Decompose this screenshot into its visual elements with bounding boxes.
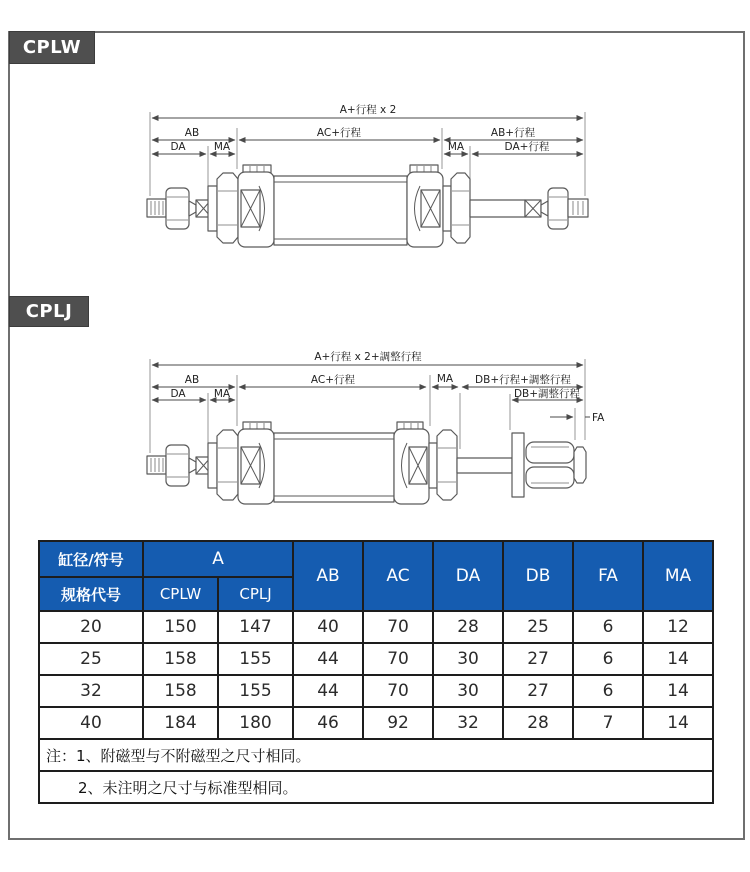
cplj-dim-db-adj: DB+調整行程	[513, 388, 581, 400]
cplw-dim-ma-left: MA	[213, 141, 231, 153]
header-col-db: DB	[503, 541, 573, 611]
header-col-ac: AC	[363, 541, 433, 611]
cell-da: 30	[433, 675, 503, 707]
cplw-dim-ab-stroke: AB+行程	[490, 127, 536, 139]
cplw-dim-da: DA	[170, 141, 186, 153]
header-a-group: A	[143, 541, 293, 577]
cell-ma: 12	[643, 611, 713, 643]
cell-fa: 7	[573, 707, 643, 739]
cell-db: 28	[503, 707, 573, 739]
cell-ma: 14	[643, 643, 713, 675]
cell-bore: 25	[39, 643, 143, 675]
cplj-dim-ma-mid: MA	[436, 373, 454, 385]
cell-a-cplj: 155	[218, 643, 293, 675]
cell-ac: 92	[363, 707, 433, 739]
header-spec-code: 规格代号	[39, 577, 143, 611]
cell-da: 32	[433, 707, 503, 739]
section-tag-cplj-label: CPLJ	[25, 301, 73, 322]
cell-ma: 14	[643, 675, 713, 707]
cplw-dim-ab: AB	[184, 127, 200, 139]
table-note-2: 2、未注明之尺寸与标准型相同。	[39, 771, 713, 803]
cell-a-cplw: 158	[143, 675, 218, 707]
header-col-da: DA	[433, 541, 503, 611]
cell-bore: 40	[39, 707, 143, 739]
cell-da: 30	[433, 643, 503, 675]
header-sub-cplj: CPLJ	[218, 577, 293, 611]
cell-a-cplj: 180	[218, 707, 293, 739]
cell-db: 27	[503, 675, 573, 707]
cplj-dim-db-full: DB+行程+調整行程	[475, 374, 571, 386]
cell-ab: 46	[293, 707, 363, 739]
cell-ac: 70	[363, 643, 433, 675]
cell-bore: 32	[39, 675, 143, 707]
cell-ac: 70	[363, 611, 433, 643]
cplw-dim-ac: AC+行程	[316, 127, 362, 139]
cell-a-cplw: 184	[143, 707, 218, 739]
cell-bore: 20	[39, 611, 143, 643]
cell-db: 27	[503, 643, 573, 675]
cell-a-cplw: 150	[143, 611, 218, 643]
cell-fa: 6	[573, 643, 643, 675]
table-row	[39, 643, 713, 675]
cell-ma: 14	[643, 707, 713, 739]
cplj-dim-ac: AC+行程	[310, 374, 356, 386]
table-row	[39, 675, 713, 707]
note-row-2	[39, 771, 713, 803]
cell-ab: 44	[293, 675, 363, 707]
cell-ac: 70	[363, 675, 433, 707]
header-col-ma: MA	[643, 541, 713, 611]
cell-da: 28	[433, 611, 503, 643]
header-bore-symbol: 缸径/符号	[39, 541, 143, 577]
cplj-dim-total: A+行程 x 2+調整行程	[314, 351, 422, 363]
table-row	[39, 707, 713, 739]
cplj-dim-fa: FA	[592, 412, 605, 424]
cplj-dim-da: DA	[170, 388, 186, 400]
cplw-dim-total: A+行程 x 2	[339, 104, 397, 116]
cplw-dim-da-stroke: DA+行程	[504, 141, 550, 153]
cell-ab: 40	[293, 611, 363, 643]
cplw-dim-ma-right: MA	[447, 141, 465, 153]
header-col-ab: AB	[293, 541, 363, 611]
table-row	[39, 611, 713, 643]
cell-ab: 44	[293, 643, 363, 675]
cell-fa: 6	[573, 675, 643, 707]
section-tag-cplj	[9, 296, 89, 327]
spec-table	[38, 540, 714, 804]
section-tag-cplw-label: CPLW	[22, 37, 82, 58]
cell-a-cplw: 158	[143, 643, 218, 675]
table-note-1: 注：1、附磁型与不附磁型之尺寸相同。	[39, 739, 713, 771]
header-row-1	[39, 541, 713, 577]
cell-a-cplj: 147	[218, 611, 293, 643]
cell-fa: 6	[573, 611, 643, 643]
section-tag-cplw	[9, 31, 95, 64]
cplj-dim-ab: AB	[184, 374, 200, 386]
header-col-fa: FA	[573, 541, 643, 611]
note-row-1	[39, 739, 713, 771]
cplj-dim-ma-left: MA	[213, 388, 231, 400]
header-sub-cplw: CPLW	[143, 577, 218, 611]
cell-a-cplj: 155	[218, 675, 293, 707]
cell-db: 25	[503, 611, 573, 643]
